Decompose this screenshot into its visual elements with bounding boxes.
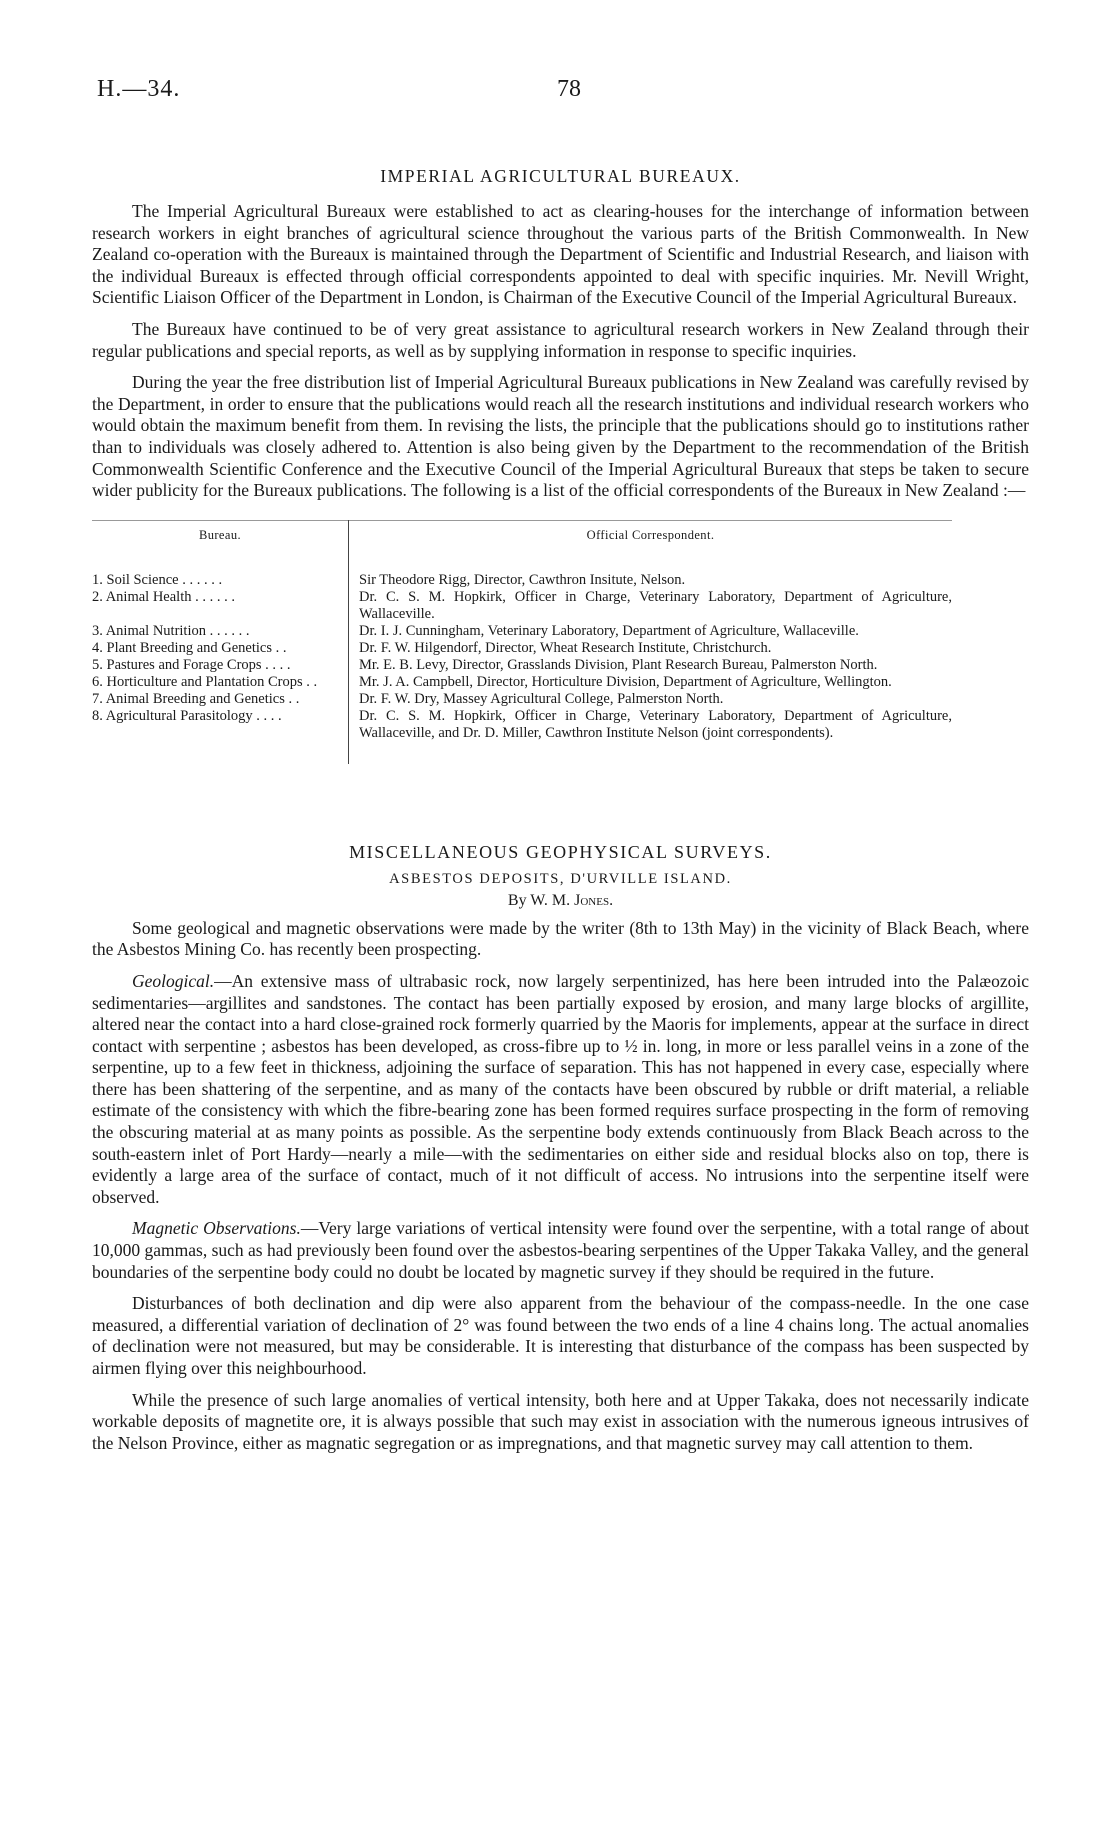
paragraph: During the year the free distribution list of Imperial Agricultural Bureaux publications in New Zealand was carefully revised by the Department, in order to ensure that the publications would reach all the research institutions and individual research workers who would obtain the maximum benefit from them. In revising the lists, the principle that the publications should go to institutions rather than to individuals was closely adhered to. Attention is also being given by the Department to the recommendation of the British Commonwealth Scientific Conference and the Executive Council of the Imperial Agricultural Bureaux that steps be taken to secure wider publicity for the Bureaux publications. The following is a list of the official correspondents of the Bureaux in New Zealand :— (92, 372, 1029, 501)
table-row (92, 640, 952, 657)
magnetic-label: Magnetic Observations. (132, 1218, 301, 1239)
magnetic-text: —Very large variations of vertical intensity were found over the serpentine, with a total range of about 10,000 gammas, such as had previously been found over the asbestos-bearing serpentines of the Upper Takaka Valley, and the general boundaries of the serpentine body could no doubt be located by magnetic survey if they should be required in the future. (92, 1218, 1029, 1282)
disturbances-paragraph: Disturbances of both declination and dip were also apparent from the behaviour of the compass-needle. In the one case measured, a differential variation of declination of 2° was found between the two ends of a line 4 chains long. The actual anomalies of declination were not measured, but may be considerable. It is interesting that disturbance of the compass has been suspected by airmen flying over this neighbourhood. (92, 1293, 1029, 1378)
section-title: IMPERIAL AGRICULTURAL BUREAUX. (380, 166, 741, 186)
paragraph: The Imperial Agricultural Bureaux were established to act as clearing-houses for the interchange of information between research workers in eight branches of agricultural science throughout the various parts of the British Commonwealth. In New Zealand co-operation with the Bureaux is maintained through the Department of Scientific and Industrial Research, and liaison with the individual Bureaux is effected through official correspondents appointed to deal with specific inquiries. Mr. Nevill Wright, Scientific Liaison Officer of the Department in London, is Chairman of the Executive Council of the Imperial Agricultural Bureaux. (92, 201, 1029, 308)
imperial-bureaux-section (92, 166, 1029, 764)
table-row (92, 558, 952, 589)
table-row (92, 708, 952, 764)
author-byline (92, 892, 1029, 910)
geological-paragraph (92, 971, 1029, 1209)
geophysical-surveys-section (92, 842, 1029, 1455)
section-spacer (92, 764, 1029, 842)
correspondents-table (92, 520, 952, 764)
correspondent-cell: Mr. E. B. Levy, Director, Grasslands Division, Plant Research Bureau, Palmerston North. (359, 656, 878, 673)
bureau-cell: 6. Horticulture and Plantation Crops . . (92, 674, 349, 691)
correspondent-cell: Dr. F. W. Dry, Massey Agricultural College, Palmerston North. (359, 690, 724, 707)
correspondent-cell: Dr. I. J. Cunningham, Veterinary Laboratory, Department of Agriculture, Wallaceville. (359, 622, 859, 639)
byline-prefix: By W. M. (507, 891, 571, 909)
column-header-correspondent: Official Correspondent. (349, 520, 953, 558)
bureau-cell: 8. Agricultural Parasitology . . . . (92, 708, 349, 764)
intro-paragraph: Some geological and magnetic observations were made by the writer (8th to 13th May) in the vicinity of Black Beach, where the Asbestos Mining Co. has recently been prospecting. (92, 917, 1029, 960)
bureau-cell: 1. Soil Science . . . . . . (92, 558, 349, 589)
paragraph: The Bureaux have continued to be of very great assistance to agricultural research workers in New Zealand through their regular publications and special reports, as well as by supplying information in response to specific inquiries. (92, 318, 1029, 361)
correspondent-cell: Mr. J. A. Campbell, Director, Horticulture Division, Department of Agriculture, Wellington. (359, 673, 892, 690)
subsection-title: ASBESTOS DEPOSITS, D'URVILLE ISLAND. (389, 870, 732, 887)
table-row (92, 589, 952, 623)
magnetic-paragraph (92, 1218, 1029, 1283)
table-row (92, 691, 952, 708)
page-number: 78 (557, 76, 581, 102)
bureau-cell: 4. Plant Breeding and Genetics . . (92, 640, 349, 657)
geological-label: Geological. (132, 970, 215, 991)
correspondent-cell: Dr. C. S. M. Hopkirk, Officer in Charge, Veterinary Laboratory, Department of Agriculture, Wallaceville. (359, 588, 952, 622)
correspondent-cell: Sir Theodore Rigg, Director, Cawthron Insitute, Nelson. (359, 571, 686, 588)
bureau-cell: 5. Pastures and Forage Crops . . . . (92, 657, 349, 674)
column-header-bureau: Bureau. (92, 520, 349, 558)
page-header (92, 76, 1029, 110)
section-title: MISCELLANEOUS GEOPHYSICAL SURVEYS. (349, 841, 772, 862)
bureau-cell: 7. Animal Breeding and Genetics . . (92, 691, 349, 708)
conclusion-paragraph: While the presence of such large anomalies of vertical intensity, both here and at Upper Takaka, does not necessarily indicate workable deposits of magnetite ore, it is always possible that such may exist in association with the numerous igneous intrusives of the Nelson Province, either as magnatic segregation or as impregnations, and that magnetic survey may call attention to them. (92, 1389, 1029, 1453)
bureau-cell: 3. Animal Nutrition . . . . . . (92, 623, 349, 640)
document-page (92, 76, 1029, 1464)
byline-author: Jones. (574, 891, 614, 909)
geological-text: —An extensive mass of ultrabasic rock, now largely serpentinized, has here been intruded into the Palæozoic sedimentaries—argillites and sandstones. The contact has been partially exposed by erosion, and many large blocks of argillite, altered near the contact into a hard close-grained rock formerly quarried by the Maoris for implements, appear at the surface in direct contact with serpentine ; asbestos has been developed, as cross-fibre up to ½ in. long, in more or less parallel veins in a zone of the serpentine, up to a few feet in thickness, adjoining the surface of separation. This has not happened in every case, especially where there has been shattering of the serpentine, and as many of the contacts have been obscured by rubble or drift material, a reliable estimate of the consistency with which the fibre-bearing zone has been formed requires surface prospecting in the form of removing the obscuring material at as many points as possible. As the serpentine body extends continuously from Black Beach across to the south-eastern inlet of Port Hardy—nearly a mile—with the sedimentaries on either side and residual blocks also on top, there is evidently a large area of the surface of contact, much of it not difficult of access. No intrusions into the serpentine itself were observed. (92, 970, 1029, 1207)
bureau-cell: 2. Animal Health . . . . . . (92, 589, 349, 623)
table-row (92, 674, 952, 691)
table-row (92, 623, 952, 640)
table-row (92, 657, 952, 674)
table-header-row (92, 520, 952, 558)
correspondent-cell: Dr. F. W. Hilgendorf, Director, Wheat Research Institute, Christchurch. (359, 639, 772, 656)
document-reference: H.—34. (97, 76, 181, 102)
correspondent-cell: Dr. C. S. M. Hopkirk, Officer in Charge, Veterinary Laboratory, Department of Agriculture, Wallaceville, and Dr. D. Miller, Cawthron Institute Nelson (joint correspondents). (359, 707, 952, 741)
